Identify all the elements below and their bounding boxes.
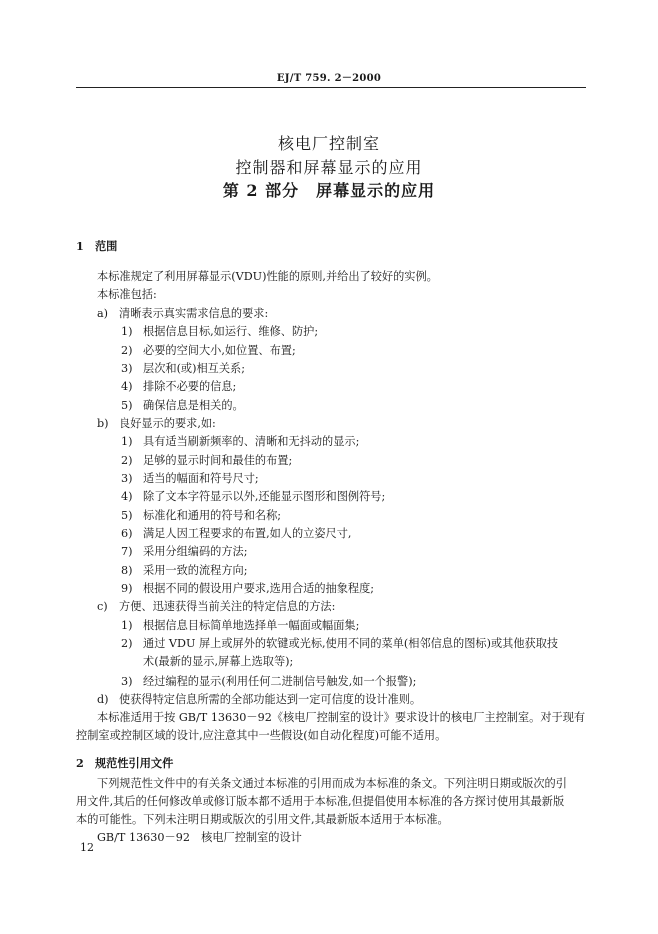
list-text: 方便、迅速获得当前关注的特定信息的方法: — [119, 600, 336, 613]
sub-item-num: 5) — [121, 509, 133, 522]
standard-code-header: EJ/T 759. 2－2000 — [276, 73, 382, 84]
sub-item-num: 8) — [121, 564, 133, 577]
sub-item-text: 根据信息目标,如运行、维修、防护; — [143, 325, 319, 338]
sub-item — [121, 471, 259, 487]
sub-item — [121, 489, 385, 505]
sub-item-text: 适当的幅面和符号尺寸; — [143, 472, 259, 485]
sub-item-num: 3) — [121, 675, 133, 688]
sub-item-text: 必要的空间大小,如位置、布置; — [143, 344, 296, 357]
sub-item-num: 2) — [121, 637, 133, 650]
sub-item-text: 层次和(或)相互关系; — [143, 362, 245, 375]
sub-item — [121, 379, 236, 395]
sub-item-text: 具有适当刷新频率的、清晰和无抖动的显示; — [143, 435, 360, 448]
sub-item — [121, 636, 558, 652]
sub-item-text: 根据信息目标简单地选择单一幅面或幅面集; — [143, 619, 360, 632]
sub-item — [121, 343, 296, 359]
sub-item-num: 1) — [121, 325, 133, 338]
sub-item-text: 确保信息是相关的。 — [143, 399, 244, 412]
sub-item — [121, 398, 244, 414]
sub-item-num: 9) — [121, 582, 133, 595]
title-line-3: 第 2 部分 屏幕显示的应用 — [222, 181, 436, 200]
header-rule — [76, 87, 586, 88]
list-text: 良好显示的要求,如: — [119, 417, 216, 430]
sub-item-text: 满足人因工程要求的布置,如人的立姿尺寸, — [143, 527, 352, 540]
sub-item — [121, 526, 352, 542]
sub-item — [121, 544, 247, 560]
list-label: d) — [97, 693, 109, 706]
sub-item-num: 4) — [121, 380, 133, 393]
list-label: b) — [97, 417, 109, 430]
scope-paragraph: 本标准适用于按 GB/T 13630－92《核电厂控制室的设计》要求设计的核电厂主控制室。对于现有 — [97, 711, 586, 724]
sub-item — [121, 563, 247, 579]
sub-item-num: 1) — [121, 619, 133, 632]
list-item-d — [97, 692, 421, 708]
scope-paragraph: 控制室或控制区域的设计,应注意其中一些假设(如自动化程度)可能不适用。 — [76, 729, 447, 742]
references-paragraph: 用文件,其后的任何修改单或修订版本都不适用于本标准,但提倡使用本标准的各方探讨使用其最新版 — [76, 795, 565, 808]
sub-item-text: 除了文本字符显示以外,还能显示图形和图例符号; — [143, 490, 386, 503]
intro-paragraph: 本标准包括: — [97, 288, 157, 301]
sub-item-text: 根据不同的假设用户要求,选用合适的抽象程度; — [143, 582, 375, 595]
sub-item-text: 采用分组编码的方法; — [143, 545, 248, 558]
sub-item-num: 2) — [121, 454, 133, 467]
sub-item — [121, 674, 416, 690]
sub-item — [121, 618, 359, 634]
sub-item-text: 经过编程的显示(利用任何二进制信号触发,如一个报警); — [143, 675, 417, 688]
list-text: 使获得特定信息所需的全部功能达到一定可信度的设计准则。 — [119, 693, 422, 706]
section-2-heading: 2 规范性引用文件 — [76, 756, 174, 770]
sub-item-num: 7) — [121, 545, 133, 558]
title-line-1: 核电厂控制室 — [277, 134, 380, 153]
reference-entry: GB/T 13630－92 核电厂控制室的设计 — [97, 831, 302, 844]
sub-item-num: 3) — [121, 472, 133, 485]
list-item-a — [97, 306, 268, 322]
sub-item — [121, 453, 292, 469]
sub-item — [121, 361, 245, 377]
list-item-b — [97, 416, 216, 432]
sub-item-num: 1) — [121, 435, 133, 448]
sub-item-num: 6) — [121, 527, 133, 540]
references-paragraph: 本的可能性。下列未注明日期或版次的引用文件,其最新版本适用于本标准。 — [76, 813, 449, 826]
sub-item-num: 5) — [121, 399, 133, 412]
sub-item — [121, 581, 374, 597]
sub-item-text: 足够的显示时间和最佳的布置; — [143, 454, 293, 467]
sub-item — [121, 434, 359, 450]
sub-item-text: 排除不必要的信息; — [143, 380, 237, 393]
sub-item — [121, 508, 281, 524]
sub-item-text: 标准化和通用的符号和名称; — [143, 509, 282, 522]
sub-item-num: 4) — [121, 490, 133, 503]
sub-item-num: 2) — [121, 344, 133, 357]
list-text: 清晰表示真实需求信息的要求: — [119, 307, 269, 320]
sub-item-num: 3) — [121, 362, 133, 375]
section-1-heading: 1 范围 — [76, 239, 118, 253]
list-label: c) — [97, 600, 108, 613]
sub-item — [121, 324, 318, 340]
page-number: 12 — [80, 841, 94, 854]
intro-paragraph: 本标准规定了利用屏幕显示(VDU)性能的原则,并给出了较好的实例。 — [97, 270, 438, 283]
sub-item-continuation: 术(最新的显示,屏幕上选取等); — [143, 655, 294, 668]
references-paragraph: 下列规范性文件中的有关条文通过本标准的引用而成为本标准的条文。下列注明日期或版次的引 — [97, 777, 567, 790]
sub-item-text: 采用一致的流程方向; — [143, 564, 248, 577]
sub-item-text: 通过 VDU 屏上或屏外的软键或光标,使用不同的菜单(相邻信息的图标)或其他获取技 — [143, 637, 559, 650]
title-line-2: 控制器和屏幕显示的应用 — [235, 158, 423, 177]
list-item-c — [97, 599, 335, 615]
list-label: a) — [97, 307, 109, 320]
